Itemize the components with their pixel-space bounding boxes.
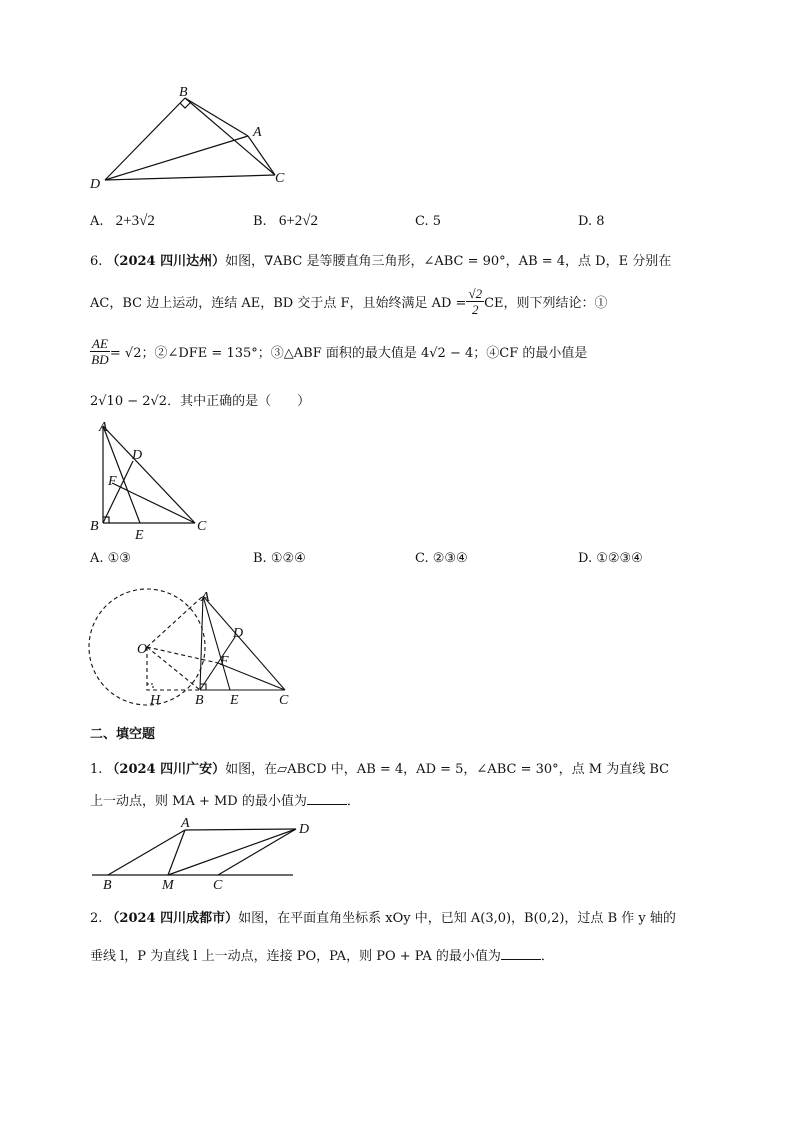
f2-text-2: 垂线 l，P 为直线 l 上一动点，连接 PO，PA，则 PO + PA 的最小值为 — [90, 949, 501, 964]
fig3-label-c: C — [279, 693, 289, 708]
f2-line-1 — [90, 907, 676, 926]
f1-text-2: 上一动点，则 MA + MD 的最小值为 — [90, 794, 307, 809]
q5-option-b-value: 6+2√2 — [278, 213, 319, 229]
fig1-label-a: A — [253, 125, 262, 140]
figure-2-right-triangle — [85, 418, 220, 543]
f2-text-1: 如图，在平面直角坐标系 xOy 中，已知 A(3,0)，B(0,2)，过点 B 作 y 轴的 — [238, 911, 676, 926]
fig2-label-f: F — [108, 474, 117, 489]
q6-source: （2024 四川达州） — [106, 254, 226, 269]
f1-line-1 — [90, 758, 669, 777]
q5-option-d[interactable] — [578, 214, 605, 229]
f1-line-2 — [90, 790, 360, 809]
f2-answer-blank[interactable] — [501, 949, 541, 960]
fig2-label-a: A — [99, 420, 108, 435]
f1-text-2-end: ． — [346, 794, 360, 809]
f2-source: （2024 四川成都市） — [106, 911, 239, 926]
f2-number: 2. — [90, 911, 103, 926]
figure-1-quadrilateral — [85, 80, 295, 192]
q5-option-a-letter: A. — [90, 214, 104, 229]
fig3-label-e: E — [230, 693, 239, 708]
q6-line-1 — [90, 250, 671, 269]
f1-number: 1. — [90, 762, 103, 777]
q6-line-2 — [90, 286, 608, 317]
q6-frac-numerator: √2 — [468, 286, 483, 301]
fig3-label-f: F — [220, 654, 229, 669]
figure-3-circle-construction — [85, 580, 300, 710]
q6-frac-denominator: 2 — [472, 302, 479, 317]
fig1-label-c: C — [275, 171, 285, 186]
f2-line-2 — [90, 945, 554, 964]
fig4-label-c: C — [213, 878, 223, 893]
fig3-label-h: H — [150, 693, 161, 708]
fig3-label-b: B — [195, 693, 204, 708]
q6-option-b[interactable] — [253, 551, 306, 566]
fig3-label-d: D — [233, 626, 244, 641]
fig4-label-a: A — [181, 816, 190, 831]
f1-answer-blank[interactable] — [307, 794, 347, 805]
q5-option-a-value: 2+3√2 — [115, 213, 155, 229]
fig2-label-d: D — [132, 448, 143, 463]
q5-option-b[interactable] — [253, 213, 318, 230]
q6-option-b-value: B. ①②④ — [253, 551, 306, 566]
section-title-fill-in-blank: 二、填空题 — [90, 727, 156, 742]
q6-frac2-denominator: BD — [91, 352, 109, 367]
q6-option-d[interactable] — [578, 551, 643, 566]
fig2-label-b: B — [90, 519, 99, 534]
q6-fraction-ae-over-bd — [90, 336, 110, 367]
fig1-label-d: D — [90, 177, 101, 192]
q5-option-c-value: C. 5 — [415, 214, 442, 229]
f1-text-1: 如图，在▱ABCD 中，AB = 4，AD = 5，∠ABC = 30°，点 M 为直线 BC — [225, 762, 670, 777]
q6-option-c[interactable] — [415, 551, 468, 566]
figure-4-parallelogram — [88, 815, 318, 895]
q5-option-d-value: D. 8 — [578, 214, 605, 229]
q6-text-2: AC，BC 边上运动，连结 AE，BD 交于点 F，且始终满足 AD = — [90, 296, 467, 311]
fig3-label-a: A — [201, 590, 210, 605]
fig3-label-o: O — [137, 642, 148, 657]
q5-option-b-letter: B. — [253, 214, 267, 229]
q6-frac2-numerator: AE — [92, 336, 108, 351]
q6-option-a-value: A. ①③ — [90, 551, 131, 566]
q5-option-a[interactable] — [90, 213, 155, 230]
q6-text-3: = √2；②∠DFE = 135°；③△ABF 面积的最大值是 4√2 − 4；④CF 的最小值是 — [109, 346, 588, 361]
q6-text-1: 如图，∇ABC 是等腰直角三角形，∠ABC = 90°，AB = 4，点 D，E 分别在 — [225, 254, 672, 269]
f1-source: （2024 四川广安） — [106, 762, 226, 777]
fig1-label-b: B — [179, 85, 188, 100]
f2-text-2-end: ． — [540, 949, 554, 964]
q6-line-3 — [90, 336, 587, 367]
q6-line-4 — [90, 390, 310, 409]
fig2-label-e: E — [135, 528, 144, 543]
q6-text-4: 2√10 − 2√2．其中正确的是（ ） — [90, 394, 311, 409]
q6-option-d-value: D. ①②③④ — [578, 551, 643, 566]
q6-fraction-root2-over-2 — [466, 286, 484, 317]
fig4-label-b: B — [103, 878, 112, 893]
fig4-label-d: D — [299, 822, 310, 837]
fig4-label-m: M — [162, 878, 174, 893]
q6-text-2-tail: CE，则下列结论：① — [484, 296, 608, 311]
q5-option-c[interactable] — [415, 214, 441, 229]
q6-option-c-value: C. ②③④ — [415, 551, 468, 566]
q6-option-a[interactable] — [90, 551, 131, 566]
fig2-label-c: C — [197, 519, 207, 534]
q6-number: 6. — [90, 254, 103, 269]
